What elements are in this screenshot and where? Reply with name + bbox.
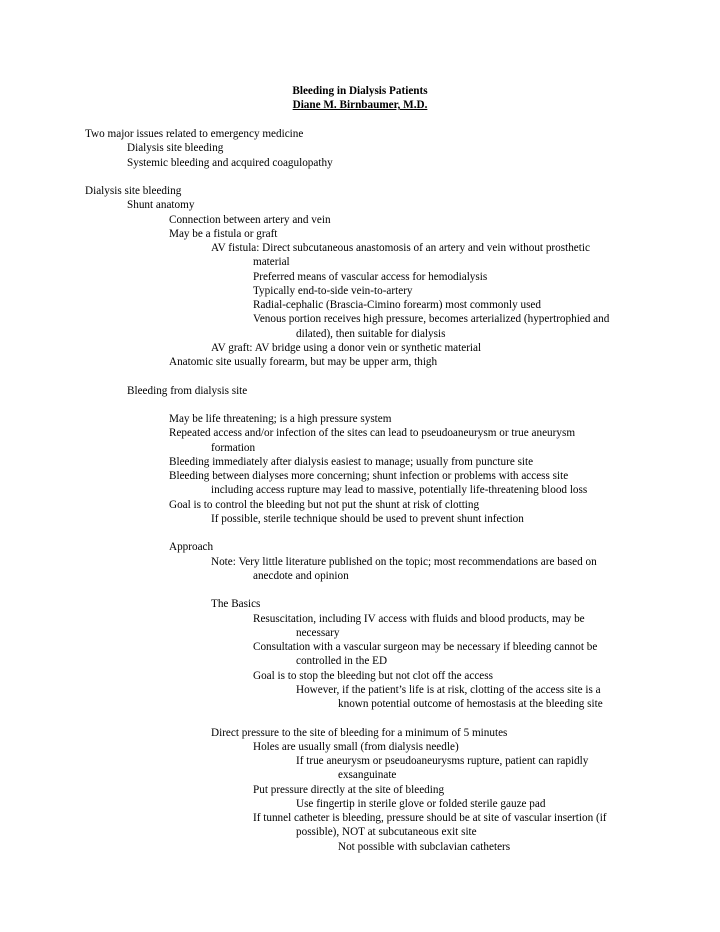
outline-line: Radial-cephalic (Brascia-Cimino forearm) most commonly used bbox=[253, 299, 541, 311]
outline-line: Put pressure directly at the site of bleeding bbox=[253, 783, 445, 796]
outline-line: material bbox=[253, 256, 290, 269]
outline-line: Consultation with a vascular surgeon may be necessary if bleeding cannot be bbox=[253, 641, 598, 653]
outline-line: Repeated access and/or infection of the sites can lead to pseudoaneurysm or true aneurysm bbox=[169, 427, 576, 440]
outline-line: Systemic bleeding and acquired coagulopathy bbox=[127, 156, 333, 169]
outline-line: Goal is to control the bleeding but not put the shunt at risk of clotting bbox=[169, 498, 480, 511]
outline-line: Bleeding immediately after dialysis easiest to manage; usually from puncture site bbox=[169, 455, 534, 468]
document-author: Diane M. Birnbaumer, M.D. bbox=[292, 99, 428, 111]
outline-line: Holes are usually small (from dialysis needle) bbox=[253, 740, 459, 753]
outline-line: Use fingertip in sterile glove or folded sterile gauze pad bbox=[296, 797, 546, 810]
outline-line: Direct pressure to the site of bleeding for a minimum of 5 minutes bbox=[211, 726, 508, 739]
outline-line: The Basics bbox=[211, 598, 261, 611]
outline-line: Shunt anatomy bbox=[127, 199, 195, 212]
outline-line: Connection between artery and vein bbox=[169, 213, 331, 226]
outline-line: necessary bbox=[296, 626, 340, 639]
outline-line: Preferred means of vascular access for hemodialysis bbox=[253, 270, 488, 283]
outline-line: May be life threatening; is a high pressure system bbox=[169, 413, 392, 425]
outline-line: Not possible with subclavian catheters bbox=[338, 840, 511, 853]
outline-line: Resuscitation, including IV access with fluids and blood products, may be bbox=[253, 612, 585, 625]
outline-line: exsanguinate bbox=[338, 769, 397, 782]
outline-line: If tunnel catheter is bleeding, pressure should be at site of vascular insertion (if bbox=[253, 812, 607, 824]
outline-line: Dialysis site bleeding bbox=[85, 185, 182, 197]
outline-line: Bleeding between dialyses more concerning; shunt infection or problems with access site bbox=[169, 470, 569, 482]
outline-line: Dialysis site bleeding bbox=[127, 142, 224, 155]
outline-line: However, if the patient’s life is at risk, clotting of the access site is a bbox=[296, 683, 601, 696]
outline-line: including access rupture may lead to massive, potentially life-threatening blood loss bbox=[211, 484, 588, 497]
outline-line: controlled in the ED bbox=[296, 655, 388, 668]
outline-line: Venous portion receives high pressure, becomes arterialized (hypertrophied and bbox=[253, 313, 610, 326]
outline-line: Bleeding from dialysis site bbox=[127, 384, 248, 397]
outline-line: May be a fistula or graft bbox=[169, 227, 278, 240]
outline-line: Anatomic site usually forearm, but may be upper arm, thigh bbox=[169, 356, 438, 368]
document-title: Bleeding in Dialysis Patients bbox=[292, 85, 428, 97]
outline-line: formation bbox=[211, 441, 256, 454]
outline-line: AV fistula: Direct subcutaneous anastomosis of an artery and vein without prosthetic bbox=[211, 242, 590, 254]
outline-line: possible), NOT at subcutaneous exit site bbox=[296, 826, 477, 839]
outline-line: AV graft: AV bridge using a donor vein or synthetic material bbox=[211, 341, 482, 354]
outline-line: Goal is to stop the bleeding but not clot off the access bbox=[253, 669, 493, 682]
outline-line: Two major issues related to emergency medicine bbox=[85, 128, 304, 140]
outline-line: If true aneurysm or pseudoaneurysms rupture, patient can rapidly bbox=[296, 755, 589, 767]
outline-line: known potential outcome of hemostasis at the bleeding site bbox=[338, 698, 603, 710]
outline-line: Approach bbox=[169, 541, 214, 554]
outline-line: Note: Very little literature published on the topic; most recommendations are based on bbox=[211, 555, 597, 568]
outline-line: Typically end-to-side vein-to-artery bbox=[253, 284, 413, 297]
outline-line: anecdote and opinion bbox=[253, 569, 349, 582]
outline-line: dilated), then suitable for dialysis bbox=[296, 327, 446, 340]
outline-line: If possible, sterile technique should be used to prevent shunt infection bbox=[211, 512, 524, 525]
